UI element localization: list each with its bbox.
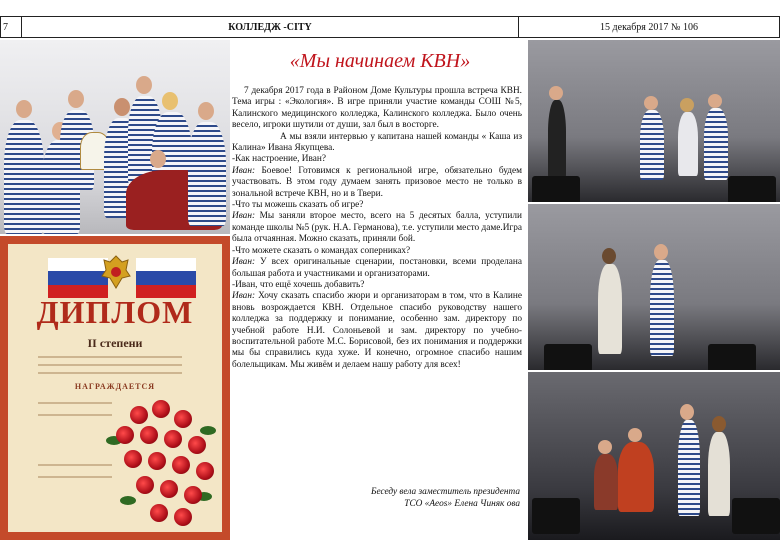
diploma-award-text: НАГРАЖДАЕТСЯ — [74, 382, 156, 391]
paragraph-text: Боевое! Готовимся к региональной игре, обязательно будем участвовать. В этом году думаем занять призовое место не только в зональной встрече КВН, но и в Твери. — [232, 165, 522, 199]
article-paragraph — [232, 132, 522, 155]
paragraph-text: Мы заняли второе место, всего на 5 десятых балла, уступили команде школы №5 (рук. Н.А. Германова), т.е. уступили место даме.Игра была отчаянная. Можно сказать, приняли бой. — [232, 211, 522, 245]
paragraph-text: -Иван, что ещё хочешь добавить? — [232, 279, 365, 290]
article-paragraph — [232, 154, 522, 165]
diploma-image — [0, 236, 230, 540]
article-title: «Мы начинаем КВН» — [289, 50, 471, 72]
article-paragraph — [232, 291, 522, 371]
speaker-label: Иван: — [232, 291, 256, 302]
signature-line: Беседу вела заместитель президента — [370, 487, 520, 497]
article-body — [232, 86, 522, 371]
article-signature — [300, 486, 520, 510]
paragraph-text: У всех оригинальные сценарии, постановки, всеми проделана большая работа и участниками и организаторами. — [232, 257, 522, 279]
article-paragraph — [232, 166, 522, 200]
diploma-text-line — [38, 364, 182, 366]
stage-photo-1 — [528, 40, 780, 202]
paragraph-text: А мы взяли интервью у капитана нашей команды « Каша из Калина» Ивана Якупцева. — [232, 131, 522, 154]
diploma-title: ДИПЛОМ — [36, 294, 194, 330]
speaker-label: Иван: — [232, 165, 256, 176]
paragraph-text: 7 декабря 2017 года в Районом Доме Культуры прошла встреча КВН. Тема игры : «Экология». В игре приняли участие команды СОШ №5, Калинского медицинского колледжа, Калинского колледжа. Было очень весело, игроки шутили от души, зал был в восторге. — [232, 86, 522, 131]
speaker-label: Иван: — [232, 211, 256, 222]
diploma-text-line — [38, 372, 182, 374]
paragraph-text: -Что ты можешь сказать об игре? — [232, 200, 364, 211]
russian-flag-icon — [136, 258, 196, 298]
stage-photo-3 — [528, 372, 780, 540]
coat-of-arms-icon — [100, 252, 132, 292]
signature-line: ТСО «Aeos» Елена Чиняк ова — [404, 499, 520, 509]
russian-flag-icon — [48, 258, 108, 298]
paragraph-text: Хочу сказать спасибо жюри и организаторам в том, что в Калине вновь возрождается КВН. Отдельное спасибо руководству нашего колледжа за поддержку и понимание, особенно зам. директору по учебной работе Н.И. Солоньевой и зам. директору по учебно-воспитательной работе М.С. Борисовой, без их понимания и поддержки мы бы справились куда хуже. И конечно, огромное спасибо нашим болельщикам. Мы живём и делаем нашу работу для всех! — [232, 291, 522, 370]
article-paragraph — [232, 257, 522, 280]
article-paragraph — [232, 200, 522, 211]
paragraph-text: -Что можете сказать о командах соперниках? — [232, 245, 411, 256]
newspaper-title: КОЛЛЕДЖ -СITY — [21, 16, 519, 38]
paragraph-text: -Как настроение, Иван? — [232, 154, 327, 165]
issue-date: 15 декабря 2017 № 106 — [518, 16, 780, 38]
article-paragraph — [232, 246, 522, 257]
page-number: 7 — [0, 16, 22, 38]
diploma-subtitle: II степени — [87, 336, 143, 350]
speaker-label: Иван: — [232, 257, 256, 268]
article-paragraph — [232, 280, 522, 291]
rose-bouquet-icon — [100, 396, 228, 536]
stage-photo-2 — [528, 204, 780, 370]
team-group-photo — [0, 40, 230, 234]
diploma-text-line — [38, 356, 182, 358]
article-paragraph — [232, 86, 522, 132]
article-paragraph — [232, 211, 522, 245]
